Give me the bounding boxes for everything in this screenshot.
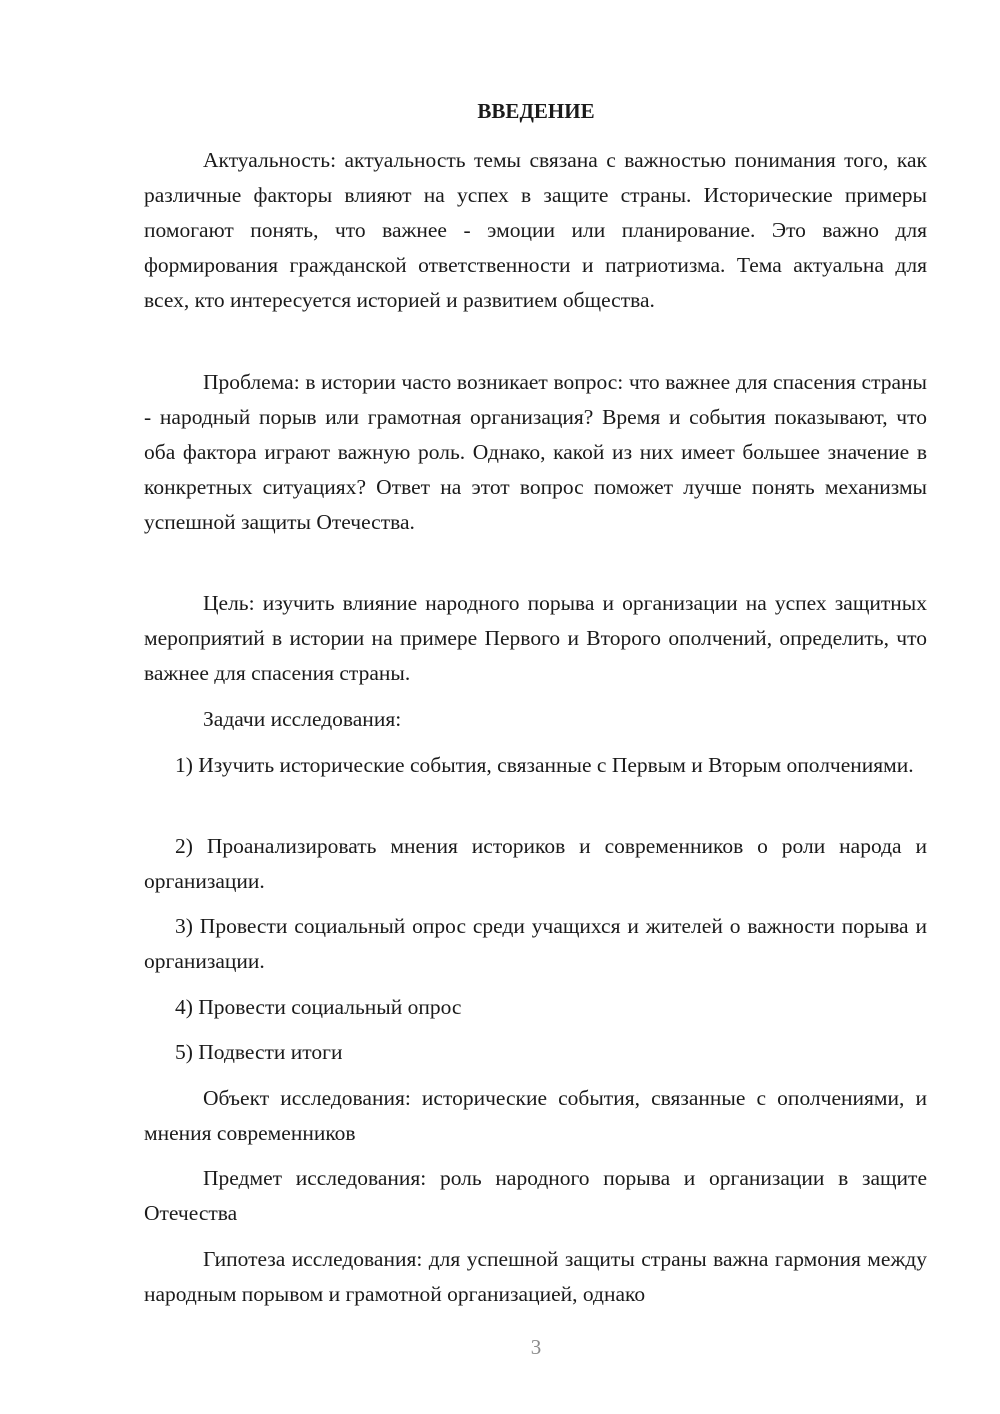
paragraph-subject: Предмет исследования: роль народного порыва и организации в защите Отечества bbox=[144, 1166, 927, 1225]
paragraph-goal: Цель: изучить влияние народного порыва и организации на успех защитных мероприятий в истории на примере Первого и Второго ополчений, определить, что важнее для спасения страны. bbox=[144, 591, 927, 685]
task-item-4: 4) Провести социальный опрос bbox=[175, 995, 462, 1019]
task-item-3: 3) Провести социальный опрос среди учащихся и жителей о важности порыва и организации. bbox=[144, 914, 927, 973]
paragraph-object: Объект исследования: исторические события, связанные с ополчениями, и мнения современников bbox=[144, 1086, 927, 1145]
task-item-2: 2) Проанализировать мнения историков и современников о роли народа и организации. bbox=[144, 834, 927, 893]
page-number: 3 bbox=[530, 1335, 542, 1359]
paragraph-relevance: Актуальность: актуальность темы связана с важностью понимания того, как различные факторы влияют на успех в защите страны. Исторические примеры помогают понять, что важнее - эмоции или планирование. Это важно для формирования гражданской ответственности и патриотизма. Тема актуальна для всех, кто интересуется историей и развитием общества. bbox=[144, 148, 927, 312]
task-item-1: 1) Изучить исторические события, связанные с Первым и Вторым ополчениями. bbox=[175, 753, 914, 777]
paragraph-problem: Проблема: в истории часто возникает вопрос: что важнее для спасения страны - народный порыв или грамотная организация? Время и события показывают, что оба фактора играют важную роль. Однако, какой из них имеет большее значение в конкретных ситуациях? Ответ на этот вопрос поможет лучше понять механизмы успешной защиты Отечества. bbox=[144, 370, 927, 534]
tasks-heading: Задачи исследования: bbox=[203, 707, 402, 731]
task-item-5: 5) Подвести итоги bbox=[175, 1040, 343, 1064]
section-title: ВВЕДЕНИЕ bbox=[477, 99, 595, 123]
paragraph-hypothesis: Гипотеза исследования: для успешной защиты страны важна гармония между народным порывом и грамотной организацией, однако bbox=[144, 1247, 927, 1306]
